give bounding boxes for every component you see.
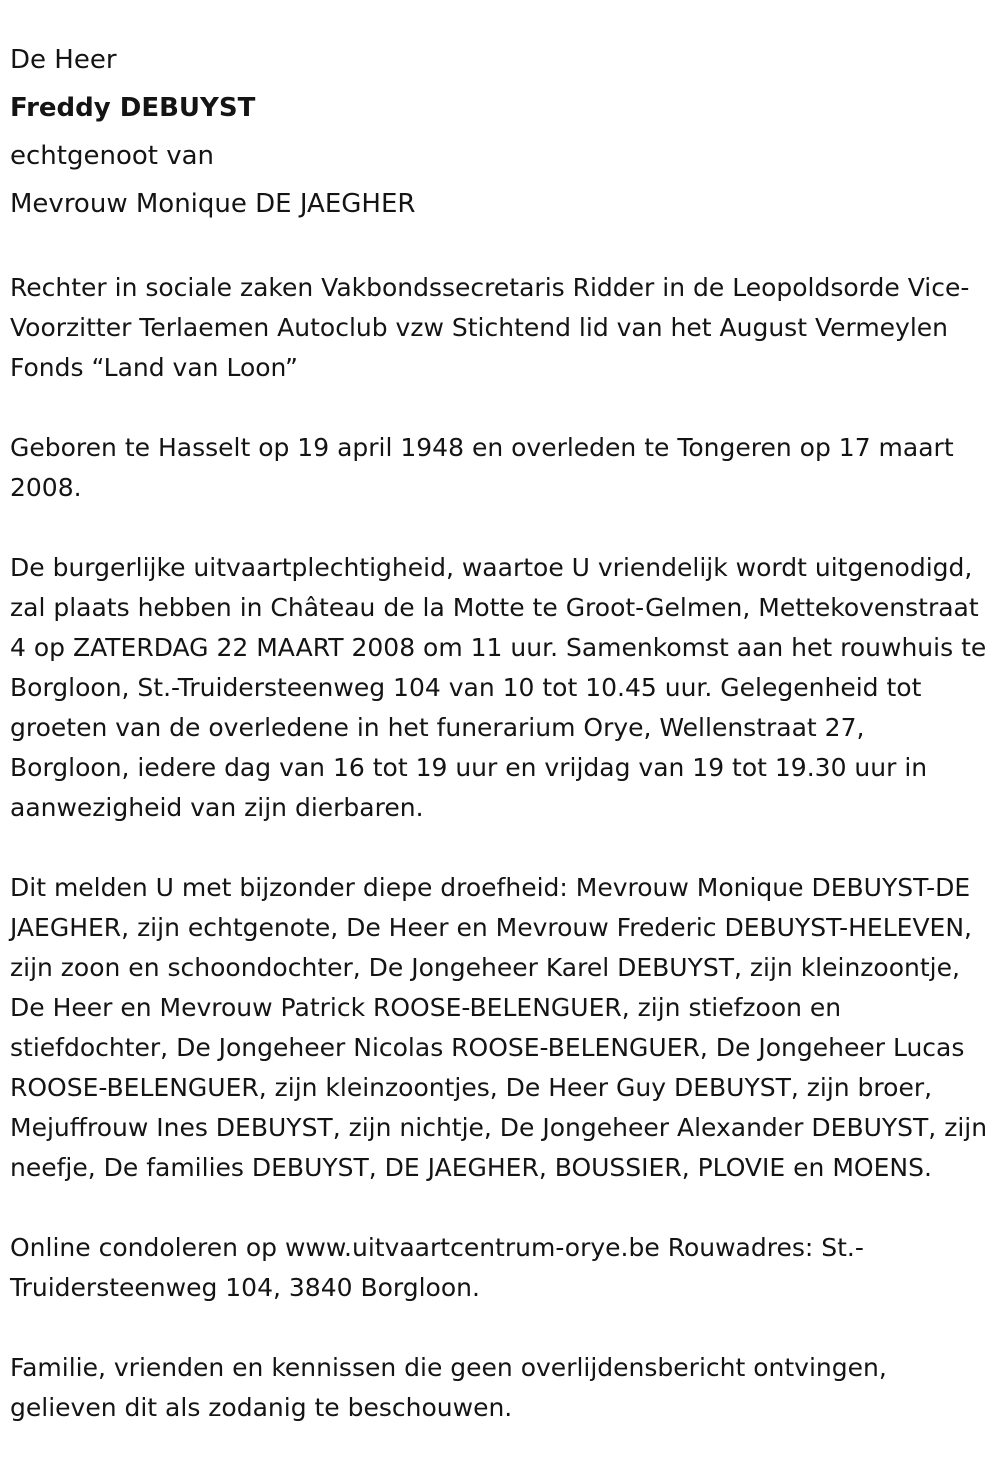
spacer <box>10 1308 990 1348</box>
deceased-name: Freddy DEBUYST <box>10 93 256 123</box>
spacer <box>10 828 990 868</box>
closing-paragraph: Familie, vrienden en kennissen die geen overlijdensbericht ontvingen, gelieven dit als zodanig te beschouwen. <box>10 1353 887 1422</box>
spacer <box>10 228 990 268</box>
birth-death-paragraph: Geboren te Hasselt op 19 april 1948 en overleden te Tongeren op 17 maart 2008. <box>10 433 954 502</box>
salutation: De Heer <box>10 45 117 75</box>
spacer <box>10 1188 990 1228</box>
titles-paragraph: Rechter in sociale zaken Vakbondssecretaris Ridder in de Leopoldsorde Vice-Voorzitter Terlaemen Autoclub vzw Stichtend lid van het August Vermeylen Fonds “Land van Loon” <box>10 273 970 382</box>
spouse-name: Mevrouw Monique DE JAEGHER <box>10 189 416 219</box>
ceremony-paragraph: De burgerlijke uitvaartplechtigheid, waartoe U vriendelijk wordt uitgenodigd, zal plaats hebben in Château de la Motte te Groot-Gelmen, Mettekovenstraat 4 op ZATERDAG 22 MAART 2008 om 11 uur. Samenkomst aan het rouwhuis te Borgloon, St.-Truidersteenweg 104 van 10 tot 10.45 uur. Gelegenheid tot groeten van de overledene in het funerarium Orye, Wellenstraat 27, Borgloon, iedere dag van 16 tot 19 uur en vrijdag van 19 tot 19.30 uur in aanwezigheid van zijn dierbaren. <box>10 553 987 822</box>
online-condolence-paragraph: Online condoleren op www.uitvaartcentrum-orye.be Rouwadres: St.-Truidersteenweg 104, 3840 Borgloon. <box>10 1233 864 1302</box>
family-paragraph: Dit melden U met bijzonder diepe droefheid: Mevrouw Monique DEBUYST-DE JAEGHER, zijn echtgenote, De Heer en Mevrouw Frederic DEBUYST-HELEVEN, zijn zoon en schoondochter, De Jongeheer Karel DEBUYST, zijn kleinzoontje, De Heer en Mevrouw Patrick ROOSE-BELENGUER, zijn stiefzoon en stiefdochter, De Jongeheer Nicolas ROOSE-BELENGUER, De Jongeheer Lucas ROOSE-BELENGUER, zijn kleinzoontjes, De Heer Guy DEBUYST, zijn broer, Mejuffrouw Ines DEBUYST, zijn nichtje, De Jongeheer Alexander DEBUYST, zijn neefje, De families DEBUYST, DE JAEGHER, BOUSSIER, PLOVIE en MOENS. <box>10 873 988 1182</box>
relation-text: echtgenoot van <box>10 141 215 171</box>
spacer <box>10 508 990 548</box>
spacer <box>10 388 990 428</box>
